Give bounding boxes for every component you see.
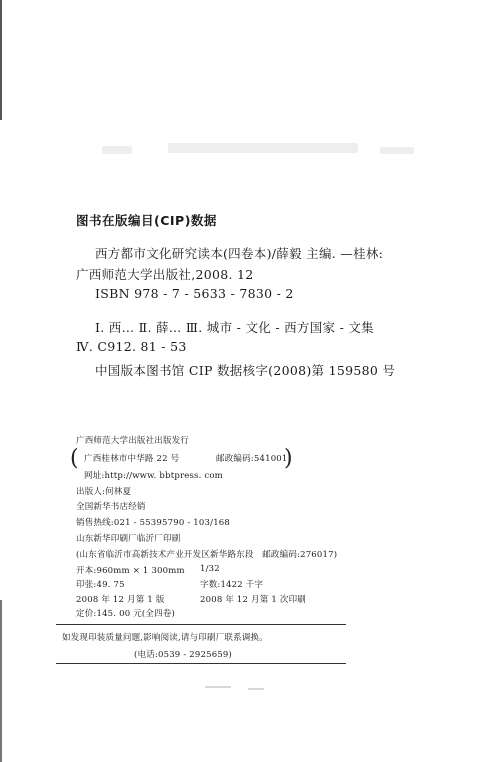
- issuer-line: 出版人:何林夏: [76, 487, 132, 497]
- notice-rule-top: [56, 624, 346, 625]
- notice-line: 如发现印装质量问题,影响阅读,请与印刷厂联系调换。: [62, 633, 268, 643]
- distributor-line: 全国新华书店经销: [76, 502, 146, 512]
- publisher-address: 广西桂林市中华路 22 号: [84, 454, 180, 464]
- notice-phone: (电话:0539 - 2925659): [134, 650, 233, 660]
- sales-hotline: 销售热线:021 - 55395790 - 103/168: [76, 518, 231, 528]
- word-count: 字数:1422 千字: [200, 580, 264, 590]
- bleed-through-mark: [380, 147, 414, 154]
- cip-line-title: 西方都市文化研究读本(四卷本)/薛毅 主编. —桂林:: [95, 246, 384, 261]
- page-edge-bottom: [0, 600, 2, 762]
- notice-rule-bottom: [56, 663, 346, 664]
- cip-line-record-number: 中国版本图书馆 CIP 数据核字(2008)第 159580 号: [95, 363, 396, 378]
- cip-line-classification: Ⅳ. C912. 81 - 53: [76, 339, 187, 354]
- publisher-line: 广西师范大学出版社出版发行: [76, 436, 190, 446]
- format-line: 开本:960mm × 1 300mm: [76, 566, 185, 576]
- address-bracket-left: (: [70, 446, 79, 471]
- cip-heading: 图书在版编目(CIP)数据: [76, 213, 217, 228]
- edition-line: 2008 年 12 月第 1 版: [76, 595, 165, 605]
- cip-line-publisher: 广西师范大学出版社,2008. 12: [76, 267, 254, 282]
- publisher-website: 网址:http://www. bbtpress. com: [84, 471, 223, 481]
- printer-address: (山东省临沂市高新技术产业开发区新华路东段 邮政编码:276017): [76, 550, 338, 560]
- cip-line-subjects: Ⅰ. 西… Ⅱ. 薛… Ⅲ. 城市 - 文化 - 西方国家 - 文集: [95, 320, 374, 335]
- cip-line-isbn: ISBN 978 - 7 - 5633 - 7830 - 2: [95, 286, 294, 301]
- bleed-through-mark: [102, 146, 132, 154]
- price-line: 定价:145. 00 元(全四卷): [76, 609, 176, 619]
- printing-line: 2008 年 12 月第 1 次印刷: [200, 595, 306, 605]
- bleed-through-mark: [248, 688, 264, 690]
- printer-line: 山东新华印刷厂临沂厂印刷: [76, 534, 181, 544]
- bleed-through-mark: [205, 686, 231, 688]
- format-fraction: 1/32: [200, 564, 220, 574]
- bleed-through-mark: [168, 143, 358, 153]
- sheets-line: 印张:49. 75: [76, 580, 125, 590]
- address-bracket-right: ): [284, 446, 293, 471]
- publisher-postcode: 邮政编码:541001: [216, 454, 288, 464]
- page-edge-top: [0, 0, 2, 120]
